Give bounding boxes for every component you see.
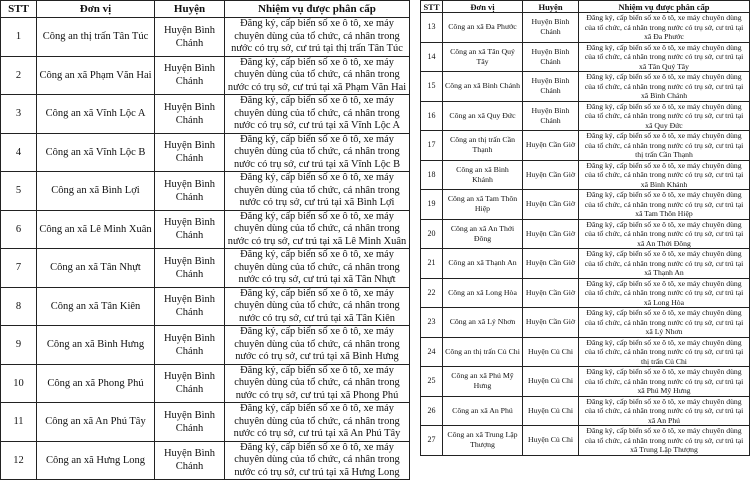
row-unit: Công an xã Bình Hưng — [37, 326, 155, 365]
table-header-row — [1, 1, 410, 18]
table-row — [1, 210, 410, 249]
row-stt: 22 — [421, 278, 443, 308]
row-unit: Công an xã Phong Phú — [37, 364, 155, 403]
row-task — [225, 172, 410, 211]
row-district: Huyện Cần Giờ — [523, 219, 579, 249]
row-stt: 7 — [1, 249, 37, 288]
row-unit: Công an xã Trung Lập Thượng — [443, 426, 523, 456]
task-place: xã Lê Minh Xuân — [332, 235, 407, 247]
task-place: xã Phú Mỹ Hưng — [637, 386, 691, 395]
table-row — [421, 13, 750, 43]
table-row — [1, 18, 410, 57]
row-task — [579, 337, 750, 367]
table-row — [1, 133, 410, 172]
row-task — [579, 72, 750, 102]
row-district: Huyện Cần Giờ — [523, 160, 579, 190]
row-district: Huyện Bình Chánh — [523, 13, 579, 43]
task-place: xã Vĩnh Lộc A — [338, 120, 401, 131]
row-stt: 16 — [421, 101, 443, 131]
task-place: xã Phạm Văn Hai — [332, 81, 407, 93]
task-place: xã Quy Đức — [645, 120, 683, 130]
header-unit: Đơn vị — [37, 1, 155, 18]
row-task — [225, 403, 410, 442]
right-page — [420, 0, 750, 477]
row-task — [579, 190, 750, 220]
row-unit: Công an xã Bình Chánh — [443, 72, 523, 102]
table-header-row — [421, 1, 750, 13]
row-unit: Công an xã Bình Lợi — [37, 172, 155, 211]
table-row — [421, 131, 750, 161]
row-stt: 10 — [1, 364, 37, 403]
task-place: xã Tân Quý Tây — [639, 61, 689, 71]
row-unit: Công an xã Lê Minh Xuân — [37, 210, 155, 249]
table-row — [421, 72, 750, 102]
table-row — [421, 396, 750, 426]
task-place: xã An Phú — [647, 415, 681, 425]
row-unit: Công an xã Hưng Long — [37, 441, 155, 480]
row-district: Huyện Củ Chi — [523, 396, 579, 426]
row-district: Huyện Bình Chánh — [155, 364, 225, 403]
row-district: Huyện Cần Giờ — [523, 190, 579, 220]
table-row — [421, 190, 750, 220]
table-row — [1, 56, 410, 95]
row-task — [579, 426, 750, 456]
task-text: Đăng ký, cấp biển số xe ô tô, xe máy chuyên dùng của tổ chức, cá nhân trong nước có trụ sở, cư trú tại — [584, 42, 744, 61]
row-task — [579, 219, 750, 249]
row-district: Huyện Củ Chi — [523, 426, 579, 456]
row-district: Huyện Cần Giờ — [523, 278, 579, 308]
row-district: Huyện Củ Chi — [523, 367, 579, 397]
row-district: Huyện Bình Chánh — [155, 133, 225, 172]
row-unit: Công an thị trấn Củ Chi — [443, 337, 523, 367]
row-unit: Công an xã Vĩnh Lộc B — [37, 133, 155, 172]
row-task — [579, 396, 750, 426]
row-task — [579, 367, 750, 397]
row-stt: 19 — [421, 190, 443, 220]
table-row — [1, 403, 410, 442]
assignment-table-right — [420, 0, 750, 456]
task-text: Đăng ký, cấp biển số xe ô tô, xe máy chuyên dùng của tổ chức, cá nhân trong nước có trụ sở, cư trú tại — [233, 403, 400, 439]
row-unit: Công an xã Phú Mỹ Hưng — [443, 367, 523, 397]
row-task — [225, 364, 410, 403]
row-district: Huyện Bình Chánh — [155, 18, 225, 57]
table-row — [1, 95, 410, 134]
header-task: Nhiệm vụ được phân cấp — [579, 1, 750, 13]
row-unit: Công an xã Thạnh An — [443, 249, 523, 279]
task-place: xã Bình Khánh — [640, 179, 688, 189]
row-task — [225, 18, 410, 57]
task-text: Đăng ký, cấp biển số xe ô tô, xe máy chuyên dùng của tổ chức, cá nhân trong nước có trụ sở, cư trú tại — [584, 367, 744, 386]
row-task — [225, 441, 410, 480]
task-text: Đăng ký, cấp biển số xe ô tô, xe máy chuyên dùng của tổ chức, cá nhân trong nước có trụ sở, cư trú tại — [233, 95, 400, 131]
header-stt: STT — [421, 1, 443, 13]
task-text: Đăng ký, cấp biển số xe ô tô, xe máy chuyên dùng của tổ chức, cá nhân trong nước có trụ sở, cư trú tại — [584, 396, 744, 415]
table-row — [1, 287, 410, 326]
row-unit: Công an xã An Phú — [443, 396, 523, 426]
task-text: Đăng ký, cấp biển số xe ô tô, xe máy chuyên dùng của tổ chức, cá nhân trong nước có trụ sở, cư trú tại — [234, 172, 400, 208]
row-unit: Công an xã Quy Đức — [443, 101, 523, 131]
header-task: Nhiệm vụ được phân cấp — [225, 1, 410, 18]
row-stt: 21 — [421, 249, 443, 279]
row-stt: 26 — [421, 396, 443, 426]
task-place: xã Phong Phú — [340, 389, 399, 401]
task-text: Đăng ký, cấp biển số xe ô tô, xe máy chuyên dùng của tổ chức, cá nhân trong nước có trụ sở, cư trú tại — [234, 249, 400, 285]
row-stt: 3 — [1, 95, 37, 134]
table-row — [421, 249, 750, 279]
row-stt: 15 — [421, 72, 443, 102]
task-text: Đăng ký, cấp biển số xe ô tô, xe máy chuyên dùng của tổ chức, cá nhân trong nước có trụ sở, cư trú tại — [584, 131, 744, 150]
task-text: Đăng ký, cấp biển số xe ô tô, xe máy chuyên dùng của tổ chức, cá nhân trong nước có trụ sở, cư trú tại — [584, 190, 744, 209]
row-district: Huyện Bình Chánh — [155, 441, 225, 480]
row-stt: 2 — [1, 56, 37, 95]
table-row — [1, 326, 410, 365]
task-text: Đăng ký, cấp biển số xe ô tô, xe máy chuyên dùng của tổ chức, cá nhân trong nước có trụ sở, cư trú tại — [234, 364, 400, 401]
row-task — [225, 249, 410, 288]
header-district: Huyện — [155, 1, 225, 18]
row-stt: 13 — [421, 13, 443, 43]
row-district: Huyện Cần Giờ — [523, 249, 579, 279]
row-district: Huyện Cần Giờ — [523, 131, 579, 161]
task-text: Đăng ký, cấp biển số xe ô tô, xe máy chuyên dùng của tổ chức, cá nhân trong nước có trụ sở, cư trú tại — [584, 426, 744, 445]
row-unit: Công an xã Tân Quý Tây — [443, 42, 523, 72]
row-district: Huyện Bình Chánh — [523, 72, 579, 102]
task-text: Đăng ký, cấp biển số xe ô tô, xe máy chuyên dùng của tổ chức, cá nhân trong nước có trụ sở, cư trú tại — [234, 441, 400, 478]
task-place: xã Bình Lợi — [344, 197, 395, 208]
table-row — [421, 367, 750, 397]
table-row — [421, 278, 750, 308]
table-row — [421, 308, 750, 338]
task-text: Đăng ký, cấp biển số xe ô tô, xe máy chuyên dùng của tổ chức, cá nhân trong nước có trụ sở, cư trú tại — [584, 337, 744, 356]
row-district: Huyện Bình Chánh — [155, 249, 225, 288]
row-unit: Công an xã Phạm Văn Hai — [37, 56, 155, 95]
row-unit: Công an thị trấn Cần Thạnh — [443, 131, 523, 161]
table-row — [1, 441, 410, 480]
row-stt: 25 — [421, 367, 443, 397]
task-text: Đăng ký, cấp biển số xe ô tô, xe máy chuyên dùng của tổ chức, cá nhân trong nước có trụ sở, cư trú tại — [231, 18, 400, 54]
row-task — [579, 249, 750, 279]
task-place: xã An Phú Tây — [338, 428, 401, 439]
task-text: Đăng ký, cấp biển số xe ô tô, xe máy chuyên dùng của tổ chức, cá nhân trong nước có trụ sở, cư trú tại — [233, 133, 400, 170]
task-text: Đăng ký, cấp biển số xe ô tô, xe máy chuyên dùng của tổ chức, cá nhân trong nước có trụ sở, cư trú tại — [227, 210, 400, 247]
row-task — [225, 95, 410, 134]
row-unit: Công an xã Bình Khánh — [443, 160, 523, 190]
row-task — [225, 326, 410, 365]
task-text: Đăng ký, cấp biển số xe ô tô, xe máy chuyên dùng của tổ chức, cá nhân trong nước có trụ sở, cư trú tại — [234, 287, 400, 324]
task-place: xã Long Hòa — [643, 297, 685, 307]
row-stt: 24 — [421, 337, 443, 367]
table-row — [421, 160, 750, 190]
row-unit: Công an xã An Thới Đông — [443, 219, 523, 249]
row-district: Huyện Bình Chánh — [155, 403, 225, 442]
row-unit: Công an xã An Phú Tây — [37, 403, 155, 442]
table-body-left — [1, 18, 410, 480]
row-unit: Công an xã Tân Nhựt — [37, 249, 155, 288]
task-place: xã Trung Lập Thượng — [630, 445, 698, 454]
task-text: Đăng ký, cấp biển số xe ô tô, xe máy chuyên dùng của tổ chức, cá nhân trong nước có trụ sở, cư trú tại — [584, 72, 744, 91]
row-stt: 23 — [421, 308, 443, 338]
task-text: Đăng ký, cấp biển số xe ô tô, xe máy chuyên dùng của tổ chức, cá nhân trong nước có trụ sở, cư trú tại — [584, 101, 744, 120]
row-stt: 6 — [1, 210, 37, 249]
row-district: Huyện Bình Chánh — [155, 210, 225, 249]
row-stt: 14 — [421, 42, 443, 72]
task-place: xã Bình Chánh — [640, 91, 688, 100]
task-place: xã Tân Nhựt — [343, 274, 396, 285]
table-row — [1, 172, 410, 211]
row-task — [579, 13, 750, 43]
row-unit: Công an xã Tam Thôn Hiệp — [443, 190, 523, 220]
row-task — [579, 131, 750, 161]
task-text: Đăng ký, cấp biển số xe ô tô, xe máy chuyên dùng của tổ chức, cá nhân trong nước có trụ sở, cư trú tại — [584, 278, 744, 297]
row-unit: Công an xã Đa Phước — [443, 13, 523, 43]
row-task — [225, 287, 410, 326]
table-row — [1, 249, 410, 288]
row-task — [225, 210, 410, 249]
task-place: xã Thạnh An — [644, 268, 684, 277]
table-row — [421, 42, 750, 72]
row-stt: 27 — [421, 426, 443, 456]
task-place: xã Hưng Long — [339, 466, 400, 478]
row-unit: Công an xã Vĩnh Lộc A — [37, 95, 155, 134]
row-stt: 11 — [1, 403, 37, 442]
row-district: Huyện Bình Chánh — [523, 42, 579, 72]
task-text: Đăng ký, cấp biển số xe ô tô, xe máy chuyên dùng của tổ chức, cá nhân trong nước có trụ sở, cư trú tại — [234, 326, 400, 362]
row-district: Huyện Cần Giờ — [523, 308, 579, 338]
row-task — [225, 133, 410, 172]
task-place: xã Vĩnh Lộc B — [338, 158, 401, 170]
task-place: xã Lý Nhơn — [645, 327, 683, 336]
row-stt: 12 — [1, 441, 37, 480]
table-row — [421, 219, 750, 249]
row-district: Huyện Bình Chánh — [155, 287, 225, 326]
task-place: thị trấn Củ Chi — [641, 356, 687, 366]
row-task — [225, 56, 410, 95]
row-district: Huyện Bình Chánh — [155, 56, 225, 95]
task-place: xã Tam Thôn Hiệp — [635, 209, 693, 218]
row-stt: 4 — [1, 133, 37, 172]
task-text: Đăng ký, cấp biển số xe ô tô, xe máy chuyên dùng của tổ chức, cá nhân trong nước có trụ sở, cư trú tại — [584, 13, 744, 32]
row-stt: 20 — [421, 219, 443, 249]
task-place: thị trấn Tân Túc — [335, 43, 403, 54]
row-district: Huyện Bình Chánh — [155, 172, 225, 211]
row-unit: Công an xã Long Hòa — [443, 278, 523, 308]
row-stt: 18 — [421, 160, 443, 190]
row-stt: 8 — [1, 287, 37, 326]
row-task — [579, 308, 750, 338]
row-unit: Công an xã Tân Kiên — [37, 287, 155, 326]
row-task — [579, 42, 750, 72]
row-task — [579, 160, 750, 190]
row-district: Huyện Củ Chi — [523, 337, 579, 367]
task-text: Đăng ký, cấp biển số xe ô tô, xe máy chuyên dùng của tổ chức, cá nhân trong nước có trụ sở, cư trú tại — [584, 308, 744, 327]
task-text: Đăng ký, cấp biển số xe ô tô, xe máy chuyên dùng của tổ chức, cá nhân trong nước có trụ sở, cư trú tại — [584, 160, 744, 179]
row-unit: Công an thị trấn Tân Túc — [37, 18, 155, 57]
header-stt: STT — [1, 1, 37, 18]
task-place: xã Tân Kiên — [343, 312, 395, 324]
row-stt: 5 — [1, 172, 37, 211]
header-unit: Đơn vị — [443, 1, 523, 13]
table-body-right — [421, 13, 750, 456]
row-district: Huyện Bình Chánh — [155, 95, 225, 134]
header-district: Huyện — [523, 1, 579, 13]
task-place: thị trấn Cần Thạnh — [635, 150, 693, 159]
row-stt: 17 — [421, 131, 443, 161]
task-text: Đăng ký, cấp biển số xe ô tô, xe máy chuyên dùng của tổ chức, cá nhân trong nước có trụ sở, cư trú tại — [584, 219, 744, 238]
table-row — [421, 337, 750, 367]
table-row — [1, 364, 410, 403]
task-text: Đăng ký, cấp biển số xe ô tô, xe máy chuyên dùng của tổ chức, cá nhân trong nước có trụ sở, cư trú tại — [584, 249, 744, 268]
row-task — [579, 278, 750, 308]
row-stt: 1 — [1, 18, 37, 57]
table-row — [421, 101, 750, 131]
task-place: xã Bình Hưng — [340, 351, 399, 362]
row-unit: Công an xã Lý Nhơn — [443, 308, 523, 338]
row-district: Huyện Bình Chánh — [523, 101, 579, 131]
task-place: xã An Thới Đông — [637, 238, 691, 248]
task-text: Đăng ký, cấp biển số xe ô tô, xe máy chuyên dùng của tổ chức, cá nhân trong nước có trụ sở, cư trú tại — [227, 56, 400, 93]
row-task — [579, 101, 750, 131]
task-place: xã Đa Phước — [644, 32, 684, 41]
row-stt: 9 — [1, 326, 37, 365]
table-row — [421, 426, 750, 456]
row-district: Huyện Bình Chánh — [155, 326, 225, 365]
